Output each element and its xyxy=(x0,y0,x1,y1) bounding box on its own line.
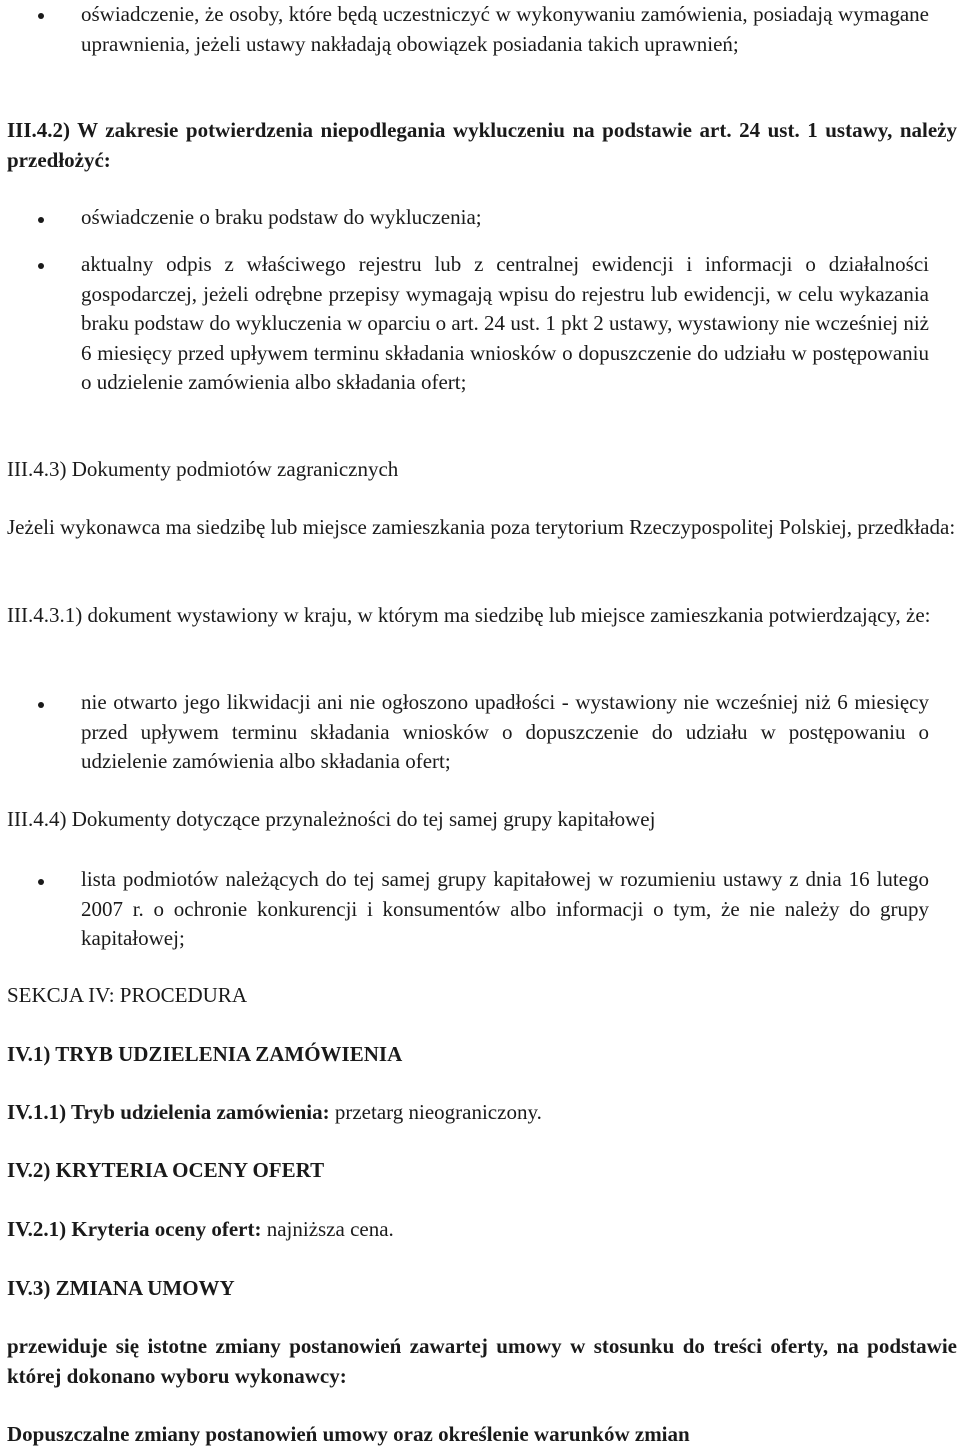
field-iv-1-1 xyxy=(7,1098,957,1128)
paragraph-przewiduje: przewiduje się istotne zmiany postanowień zawartej umowy w stosunku do treści oferty, na podstawie której dokonano wyboru wykonawcy: xyxy=(7,1334,957,1388)
field-iv-2-1 xyxy=(7,1215,957,1245)
field-label: IV.2.1) Kryteria oceny ofert: xyxy=(7,1217,262,1241)
bullet-icon xyxy=(38,702,48,712)
heading-iv-1: IV.1) TRYB UDZIELENIA ZAMÓWIENIA xyxy=(7,1042,403,1066)
paragraph-iii-4-3-1: III.4.3.1) dokument wystawiony w kraju, w którym ma siedzibę lub miejsce zamieszkania potwierdzający, że: xyxy=(7,603,931,627)
bullet-icon xyxy=(38,263,48,273)
section-heading-iii-4-2: III.4.2) W zakresie potwierdzenia niepodlegania wykluczeniu na podstawie art. 24 ust. 1 ustawy, należy przedłożyć: xyxy=(7,118,957,172)
heading-iv-3: IV.3) ZMIANA UMOWY xyxy=(7,1276,235,1300)
bullet-icon xyxy=(38,13,48,23)
list-item-likwidacja: nie otwarto jego likwidacji ani nie ogłoszono upadłości - wystawiony nie wcześniej niż 6 miesięcy przed upływem terminu składania wniosków o dopuszczenie do udziału w postępowaniu o udzielenie zamówienia albo składania ofert; xyxy=(81,690,929,773)
bullet-icon xyxy=(38,879,48,889)
list-item-brak-podstaw: oświadczenie o braku podstaw do wykluczenia; xyxy=(81,205,482,229)
field-value: najniższa cena. xyxy=(261,1217,394,1241)
paragraph-jezeli-wykonawca: Jeżeli wykonawca ma siedzibę lub miejsce zamieszkania poza terytorium Rzeczypospolitej Polskiej, przedkłada: xyxy=(7,515,956,539)
list-item-grupa-kapitalowa: lista podmiotów należących do tej samej grupy kapitałowej w rozumieniu ustawy z dnia 16 lutego 2007 r. o ochronie konkurencji i konsumentów albo informacji o tym, że nie należy do grupy kapitałowej; xyxy=(81,867,929,950)
bullet-icon xyxy=(38,217,48,227)
list-item-oswiadczenie-uprawnienia: oświadczenie, że osoby, które będą uczestniczyć w wykonywaniu zamówienia, posiadają wymagane uprawnienia, jeżeli ustawy nakładają obowiązek posiadania takich uprawnień; xyxy=(81,2,929,56)
field-label: IV.1.1) Tryb udzielenia zamówienia: xyxy=(7,1100,330,1124)
list-item-odpis-rejestru: aktualny odpis z właściwego rejestru lub z centralnej ewidencji i informacji o działalności gospodarczej, jeżeli odrębne przepisy wymagają wpisu do rejestru lub ewidencji, w celu wykazania braku podstaw do wykluczenia w oparciu o art. 24 ust. 1 pkt 2 ustawy, wystawiony nie wcześniej niż 6 miesięcy przed upływem terminu składania wniosków o dopuszczenie do udziału w postępowaniu o udzielenie zamówienia albo składania ofert; xyxy=(81,252,929,394)
section-heading-iii-4-4: III.4.4) Dokumenty dotyczące przynależności do tej samej grupy kapitałowej xyxy=(7,807,656,831)
section-heading-iii-4-3: III.4.3) Dokumenty podmiotów zagranicznych xyxy=(7,457,399,481)
section-title-procedura: SEKCJA IV: PROCEDURA xyxy=(7,983,247,1007)
field-value: przetarg nieograniczony. xyxy=(329,1100,542,1124)
paragraph-dopuszczalne-zmiany: Dopuszczalne zmiany postanowień umowy oraz określenie warunków zmian xyxy=(7,1422,690,1446)
heading-iv-2: IV.2) KRYTERIA OCENY OFERT xyxy=(7,1158,325,1182)
